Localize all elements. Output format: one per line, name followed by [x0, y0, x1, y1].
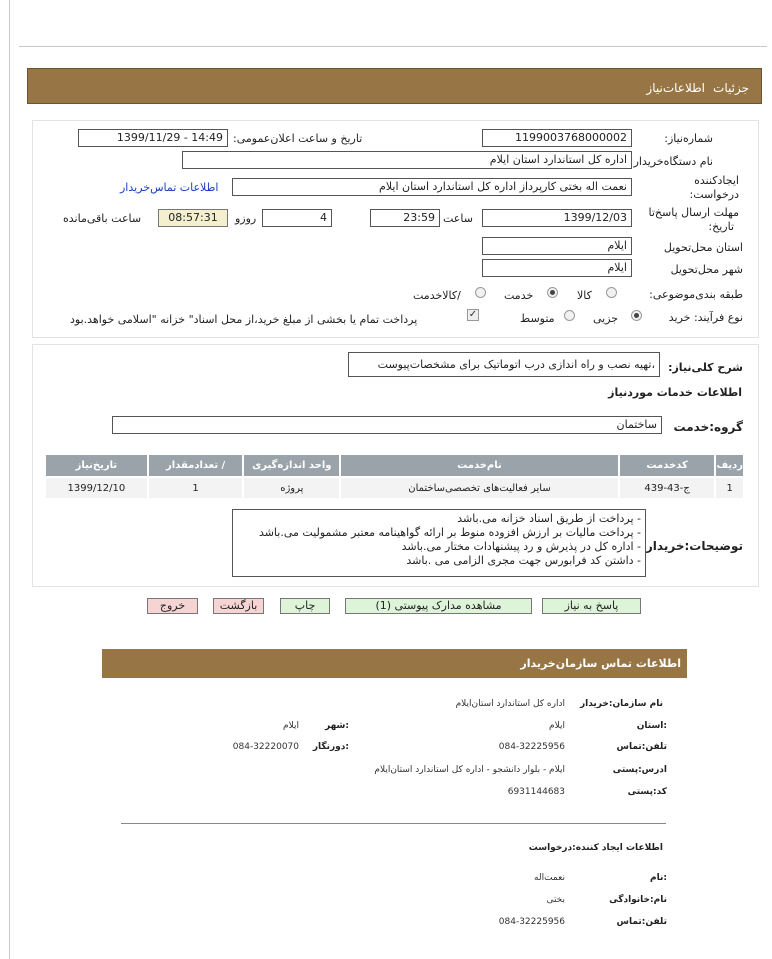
creator-label-2: درخواست: [689, 188, 739, 201]
buyer-note-line: - پرداخت از طریق اسناد خزانه می.باشد [457, 512, 641, 525]
left-border [9, 0, 10, 959]
col-row: ردیف [715, 454, 744, 477]
creator-phone-label: تلفن:تماس [616, 917, 667, 927]
province-label: استان محل‌تحویل [663, 241, 743, 254]
contact-address-label: ادرس:پستی [612, 765, 667, 775]
contact-postal-value: 6931144683 [507, 787, 565, 797]
col-unit: واحد اندازه‌گیری [243, 454, 340, 477]
creator-info-title: اطلاعات ایجاد کننده:درخواست [528, 843, 663, 853]
contact-fax-value: 084-32220070 [232, 742, 299, 752]
buyer-contact-link[interactable]: اطلاعات تماس‌خریدار [120, 181, 219, 194]
print-button[interactable]: چاپ [280, 598, 330, 614]
remaining-label: ساعت باقی‌مانده [63, 212, 142, 225]
buyer-note-line: - پرداخت مالیات بر ارزش افزوده منوط بر ارائه گواهینامه معتبر مشمولیت می.باشد [258, 526, 641, 539]
buyer-note-line: - اداره کل در پذیرش و رد پیشنهادات مختار می.باشد [401, 540, 641, 553]
contact-org-value: اداره کل استاندارد استان‌ایلام [455, 699, 565, 709]
days-field[interactable]: 4 [262, 209, 332, 227]
buyer-contact-title: اطلاعات تماس سازمان‌خریدار [520, 657, 681, 670]
tab-need-info[interactable]: اطلاعات‌نیاز [646, 81, 705, 95]
treasury-checkbox[interactable]: ✓ [468, 309, 478, 320]
view-documents-button[interactable]: مشاهده مدارک پیوستی (1) [345, 598, 532, 614]
announce-label: تاریخ و ساعت اعلان‌عمومی: [233, 132, 363, 145]
contact-org-label: نام سازمان:خریدار [579, 699, 663, 709]
category-label: طبقه بندی‌موضوعی: [649, 288, 743, 301]
category-service-label: خدمت [504, 289, 534, 302]
col-need-date: تاریخ‌نیاز [45, 454, 148, 477]
contact-phone-value: 084-32225956 [498, 742, 565, 752]
services-table [44, 453, 745, 500]
buyer-org-field[interactable]: اداره کل استاندارد استان ایلام [182, 151, 632, 169]
deadline-time-field[interactable]: 23:59 [370, 209, 440, 227]
deadline-label-1: مهلت ارسال پاسخ‌تا [648, 206, 739, 219]
contact-province-label: :استان [636, 721, 667, 731]
process-medium-radio[interactable] [564, 310, 575, 321]
time-label: ساعت [443, 212, 473, 225]
category-goods-label: کالا [577, 289, 592, 302]
back-button[interactable]: بازگشت [213, 598, 264, 614]
services-heading: اطلاعات خدمات موردنیاز [608, 386, 742, 399]
creator-last-name-value: بختی [546, 895, 565, 905]
cell-quantity: 1 [148, 477, 244, 499]
col-service-code: کدخدمت [619, 454, 716, 477]
days-label: روزو [235, 212, 257, 225]
cell-unit: پروژه [243, 477, 340, 499]
contact-city-value: ایلام [283, 721, 299, 731]
tab-details[interactable]: جزئیات [713, 81, 749, 95]
cell-row: 1 [715, 477, 744, 499]
table-row [45, 477, 744, 499]
category-goods-service-radio[interactable] [475, 287, 486, 298]
cell-service-name: سایر فعالیت‌های تخصصی‌ساختمان [340, 477, 619, 499]
reply-button[interactable]: پاسخ به نیاز [542, 598, 641, 614]
service-group-label: گروه:خدمت [673, 420, 743, 434]
summary-label: شرح کلی‌نیاز: [668, 361, 743, 374]
contact-postal-label: کد:پستی [627, 787, 667, 797]
category-goods-service-label: /کالاخدمت [413, 289, 461, 302]
col-service-name: نام‌خدمت [340, 454, 619, 477]
buyer-note-line: - داشتن کد فرابورس جهت مجری الزامی می .باشد [406, 554, 641, 567]
exit-button[interactable]: خروج [147, 598, 198, 614]
contact-city-label: :شهر [325, 721, 349, 731]
category-goods-radio[interactable] [606, 287, 617, 298]
contact-fax-label: :دورنگار [312, 742, 349, 752]
creator-last-name-label: نام:خانوادگی [609, 895, 667, 905]
province-field[interactable]: ایلام [482, 237, 632, 255]
buyer-notes-label: توضیحات:خریدار [645, 539, 743, 553]
col-quantity: / تعدادمقدار [148, 454, 244, 477]
service-group-field[interactable]: ساختمان [112, 416, 662, 434]
process-minor-radio[interactable] [631, 310, 642, 321]
header-bar [27, 68, 762, 104]
buyer-org-label: نام دستگاه‌خریدار [633, 155, 713, 168]
treasury-note: پرداخت تمام یا بخشی از مبلغ خرید،از محل اسناد" خزانه "اسلامی خواهد.بود [70, 313, 418, 326]
city-label: شهر محل‌تحویل [670, 263, 743, 276]
buyer-notes-box [232, 509, 646, 577]
cell-service-code: ج-43-439 [619, 477, 716, 499]
contact-province-value: ایلام [549, 721, 565, 731]
process-type-label: نوع فرآیند: خرید [668, 311, 743, 324]
contact-phone-label: تلفن:تماس [616, 742, 667, 752]
announce-field[interactable]: 1399/11/29 - 14:49 [78, 129, 228, 147]
buyer-contact-header [102, 649, 687, 678]
deadline-date-field[interactable]: 1399/12/03 [482, 209, 632, 227]
process-medium-label: متوسط [520, 312, 555, 325]
remaining-time-field: 08:57:31 [158, 209, 228, 227]
top-divider [19, 46, 767, 47]
process-minor-label: جزیی [593, 312, 619, 325]
creator-first-name-value: نعمت‌اله [534, 873, 565, 883]
contact-address-value: ایلام - بلوار دانشجو - اداره کل استاندارد استان‌ایلام [374, 765, 565, 775]
table-header-row [45, 454, 744, 477]
summary-field[interactable]: ،تهیه نصب و راه اندازی درب اتوماتیک برای مشخصات‌پیوست [348, 352, 660, 377]
cell-need-date: 1399/12/10 [45, 477, 148, 499]
creator-first-name-label: :نام [650, 873, 667, 883]
need-number-field[interactable]: 1199003768000002 [482, 129, 632, 147]
creator-field[interactable]: نعمت اله بختی کارپرداز اداره کل استاندارد استان ایلام [232, 178, 632, 196]
creator-phone-value: 084-32225956 [498, 917, 565, 927]
need-number-label: شماره‌نیاز: [664, 132, 713, 145]
category-service-radio[interactable] [547, 287, 558, 298]
creator-label-1: ایجادکننده [694, 174, 739, 187]
city-field[interactable]: ایلام [482, 259, 632, 277]
deadline-label-2: تاریخ: [708, 220, 734, 233]
section-divider [121, 823, 666, 824]
